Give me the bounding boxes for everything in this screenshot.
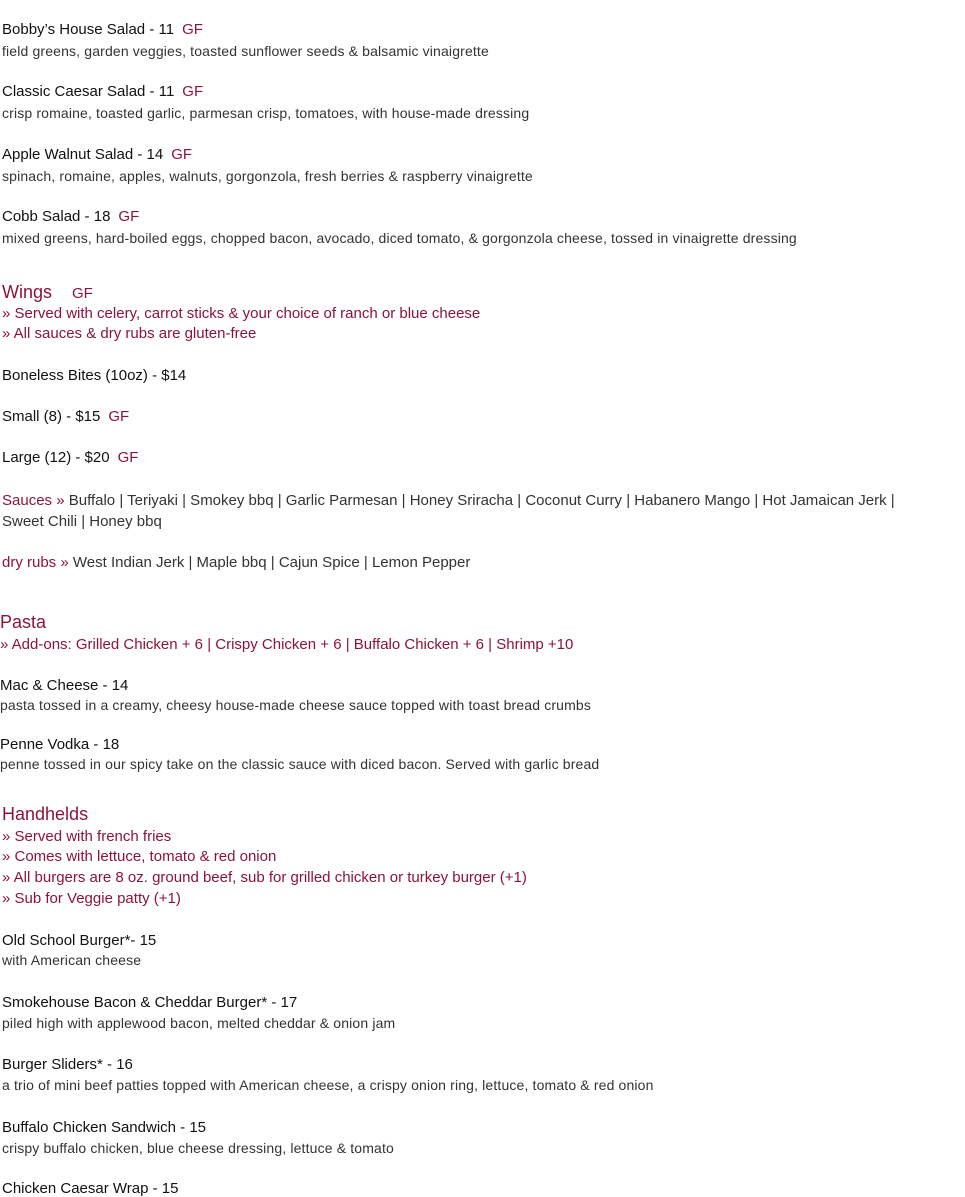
section-note: » Served with celery, carrot sticks & your choice of ranch or blue cheese: [2, 305, 481, 322]
gluten-free-badge: GF: [182, 83, 204, 100]
gluten-free-badge: GF: [118, 208, 140, 225]
menu-item-description: mixed greens, hard-boiled eggs, chopped bacon, avocado, diced tomato, & gorgonzola cheese, tossed in vinaigrette dressing: [2, 230, 797, 246]
section-heading-handhelds: Handhelds: [2, 804, 89, 824]
section-note: » All sauces & dry rubs are gluten-free: [2, 325, 257, 342]
section-note: » Comes with lettuce, tomato & red onion: [2, 848, 277, 865]
section-note: » Add-ons: Grilled Chicken + 6 | Crispy Chicken + 6 | Buffalo Chicken + 6 | Shrimp +10: [0, 636, 574, 653]
section-heading-pasta: Pasta: [0, 612, 47, 632]
gluten-free-badge: GF: [117, 449, 139, 466]
menu-item-name: Classic Caesar Salad - 11 GF: [2, 83, 204, 100]
section-note: » Served with french fries: [2, 828, 172, 845]
menu-item-name: Boneless Bites (10oz) - $14: [2, 367, 187, 384]
menu-item-description: crispy buffalo chicken, blue cheese dressing, lettuce & tomato: [2, 1140, 394, 1156]
sauces-list: Sauces » Buffalo | Teriyaki | Smokey bbq | Garlic Parmesan | Honey Sriracha | Coconut Curry | Habanero Mango | Hot Jamaican Jerk |: [2, 492, 895, 509]
sauces-list-continued: Sweet Chili | Honey bbq: [2, 513, 162, 530]
menu-item-name: Old School Burger*- 15: [2, 932, 157, 949]
gluten-free-badge: GF: [171, 146, 193, 163]
menu-item-description: penne tossed in our spicy take on the classic sauce with diced bacon. Served with garlic bread: [0, 756, 600, 772]
menu-item-description: field greens, garden veggies, toasted sunflower seeds & balsamic vinaigrette: [2, 43, 489, 59]
menu-item-name: Cobb Salad - 18 GF: [2, 208, 140, 225]
menu-item-name: Smokehouse Bacon & Cheddar Burger* - 17: [2, 994, 298, 1011]
menu-item-name: Burger Sliders* - 16: [2, 1056, 133, 1073]
menu-item-name: Penne Vodka - 18: [0, 736, 120, 753]
menu-item-description: with American cheese: [2, 952, 142, 968]
section-note: » All burgers are 8 oz. ground beef, sub for grilled chicken or turkey burger (+1): [2, 869, 527, 886]
dry-rubs-list: dry rubs » West Indian Jerk | Maple bbq | Cajun Spice | Lemon Pepper: [2, 554, 471, 571]
menu-item-description: spinach, romaine, apples, walnuts, gorgonzola, fresh berries & raspberry vinaigrette: [2, 168, 533, 184]
section-note: » Sub for Veggie patty (+1): [2, 890, 181, 907]
menu-item-name: Large (12) - $20 GF: [2, 449, 139, 466]
menu-item-name: Mac & Cheese - 14: [0, 677, 129, 694]
menu-item-name: Apple Walnut Salad - 14 GF: [2, 146, 193, 163]
menu-item-name: Small (8) - $15 GF: [2, 408, 130, 425]
menu-item-description: a trio of mini beef patties topped with American cheese, a crispy onion ring, lettuce, tomato & red onion: [2, 1077, 654, 1093]
sauces-label: Sauces »: [2, 492, 65, 509]
gluten-free-badge: GF: [182, 21, 203, 38]
dry-rubs-label: dry rubs »: [2, 554, 69, 571]
section-heading-wings: Wings GF: [2, 282, 93, 302]
menu-item-description: piled high with applewood bacon, melted cheddar & onion jam: [2, 1015, 396, 1031]
gluten-free-badge: GF: [108, 408, 130, 425]
menu-item-name: Chicken Caesar Wrap - 15: [2, 1180, 179, 1197]
menu-item-description: pasta tossed in a creamy, cheesy house-made cheese sauce topped with toast bread crumbs: [0, 697, 592, 713]
menu-item-name: Bobby’s House Salad - 11 GF: [2, 21, 203, 38]
gluten-free-badge: GF: [72, 285, 93, 302]
menu-item-name: Buffalo Chicken Sandwich - 15: [2, 1119, 207, 1136]
menu-item-description: crisp romaine, toasted garlic, parmesan crisp, tomatoes, with house-made dressing: [2, 105, 530, 121]
